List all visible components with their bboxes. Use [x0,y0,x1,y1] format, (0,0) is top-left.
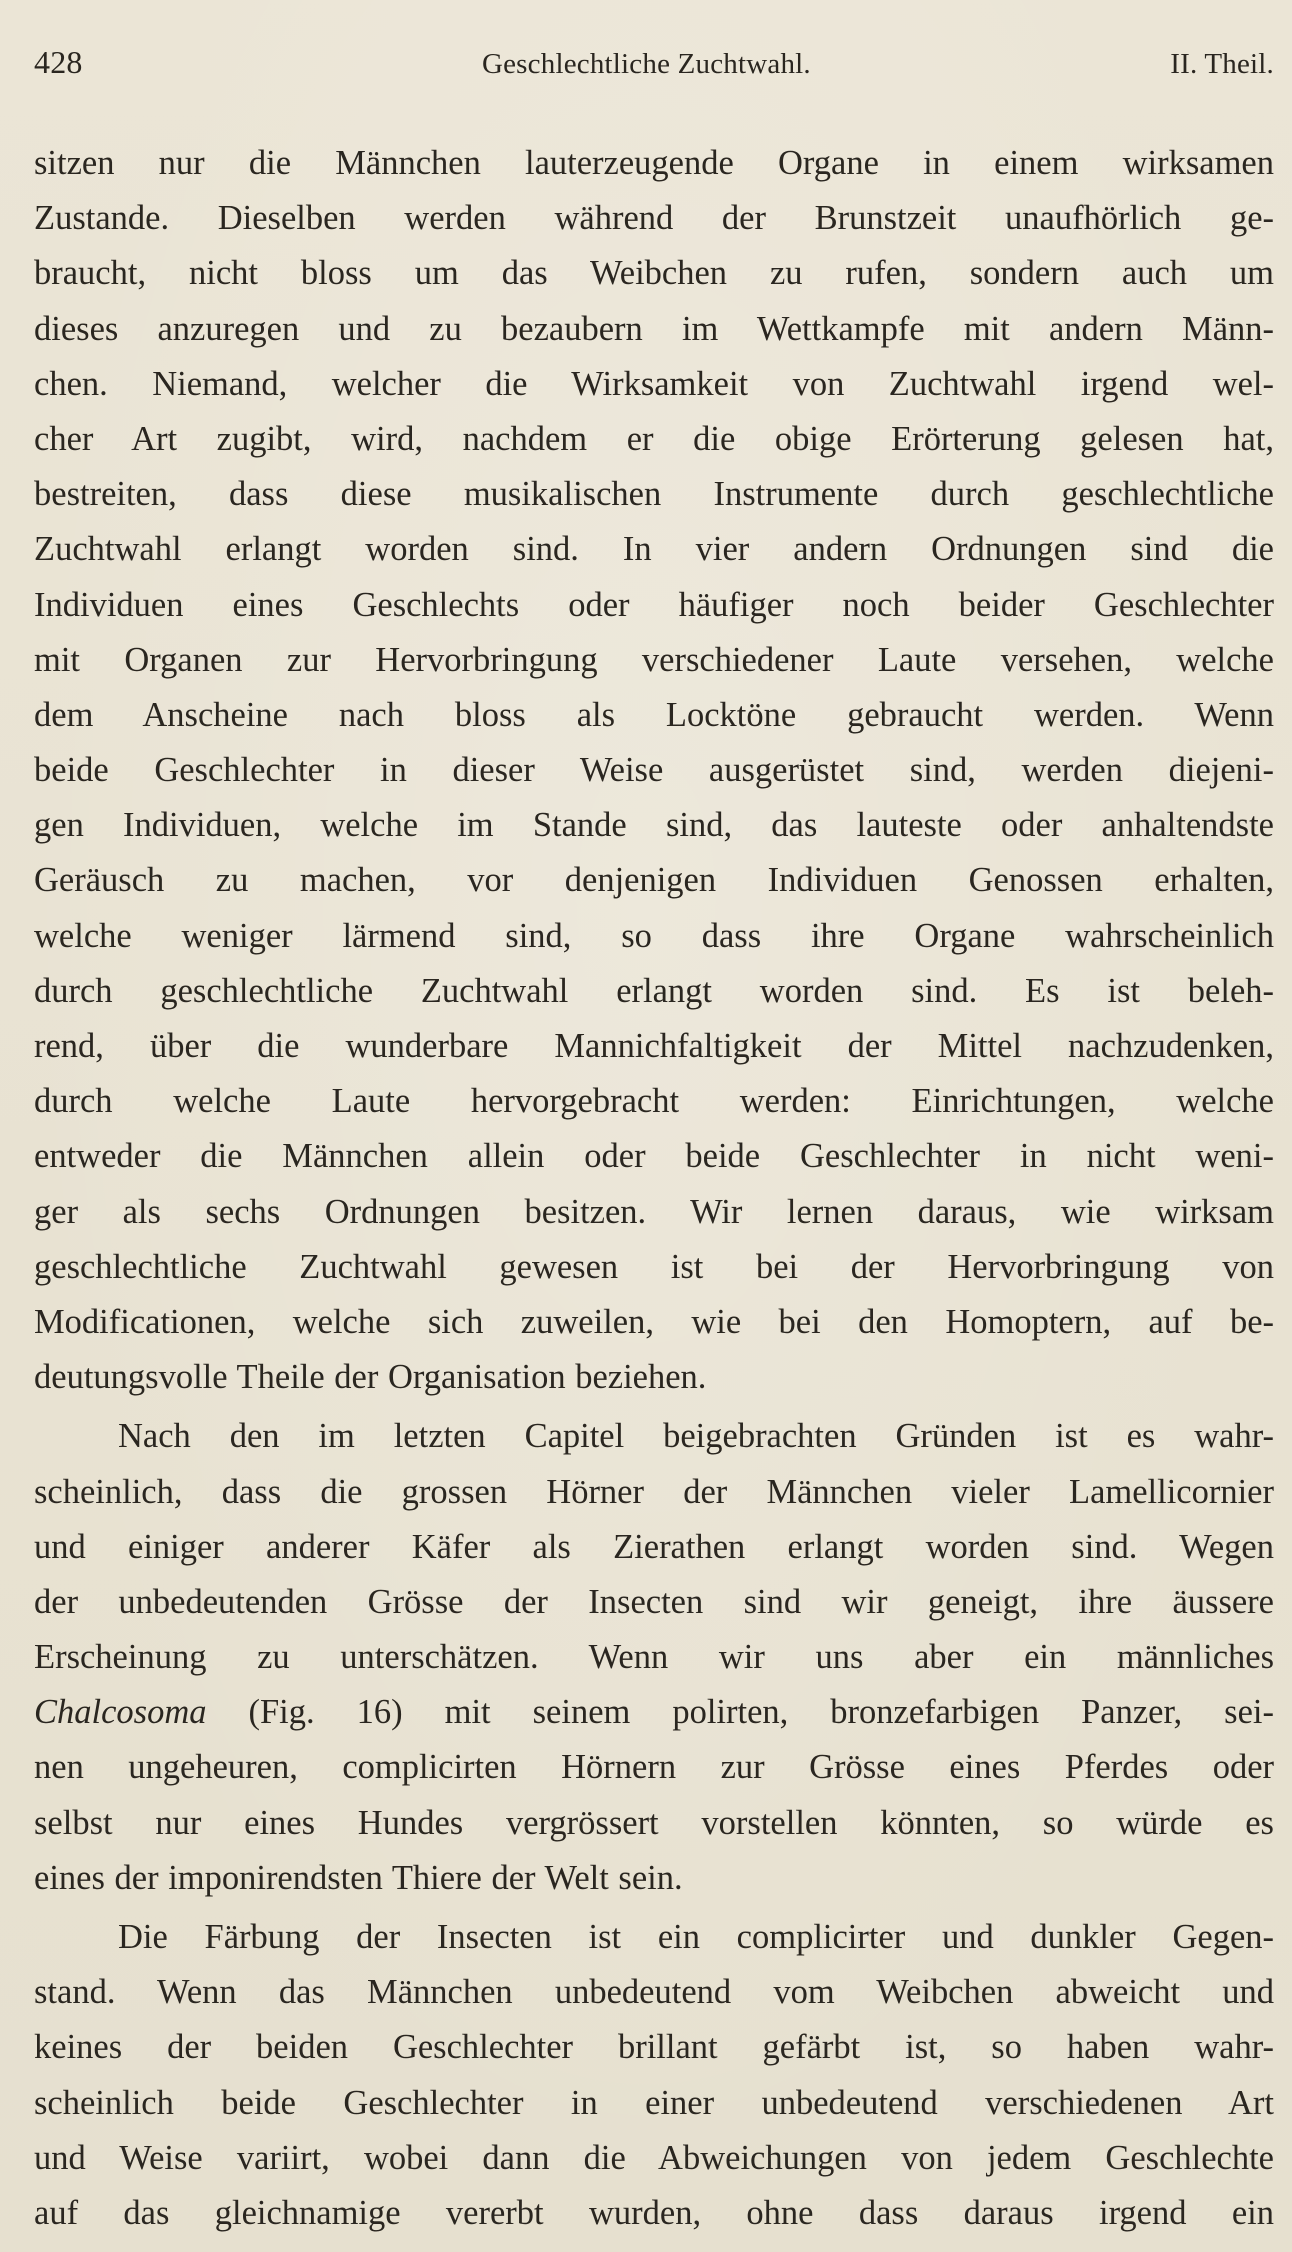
page-number: 428 [34,44,83,80]
text-line: scheinlich beide Geschlechter in einer unbedeutend verschiedenen Art [34,2083,1274,2122]
text-line: keines der beiden Geschlechter brillant gefärbt ist, so haben wahr- [34,2028,1274,2067]
text-line: durch welche Laute hervorgebracht werden: Einrichtungen, welche [34,1082,1274,1121]
text-line: dieses anzuregen und zu bezaubern im Wettkampfe mit andern Männ- [34,309,1274,348]
text-line: geschlechtliche Zuchtwahl gewesen ist bei der Hervorbringung von [34,1247,1274,1286]
text-line: rend, über die wunderbare Mannichfaltigkeit der Mittel nachzudenken, [34,1027,1274,1065]
text-line: sitzen nur die Männchen lauterzeugende Organe in einem wirksamen [34,144,1274,182]
text-line: auf das gleichnamige vererbt wurden, ohne dass daraus irgend ein [34,2193,1274,2232]
species-name-italic: Chalcosoma [34,1693,207,1732]
running-head [34,44,1274,84]
text-line: selbst nur eines Hundes vergrössert vorstellen könnten, so würde es [34,1803,1274,1842]
text-line: Individuen eines Geschlechts oder häufiger noch beider Geschlechter [34,585,1274,624]
text-line: cher Art zugibt, wird, nachdem er die obige Erörterung gelesen hat, [34,419,1274,458]
text-line: Geräusch zu machen, vor denjenigen Individuen Genossen erhalten, [34,861,1274,900]
paragraph-2 [34,1409,1274,1906]
text-line: Die Färbung der Insecten ist ein complicirter und dunkler Gegen- [118,1918,1274,1956]
text-line: durch geschlechtliche Zuchtwahl erlangt worden sind. Es ist beleh- [34,971,1274,1010]
text-line: gen Individuen, welche im Stande sind, das lauteste oder anhaltendste [34,806,1274,845]
text-line: der unbedeutenden Grösse der Insecten sind wir geneigt, ihre äussere [34,1582,1274,1621]
text-line: Zustande. Dieselben werden während der Brunstzeit unaufhörlich ge- [34,199,1274,238]
running-title: Geschlechtliche Zuchtwahl. [481,48,811,80]
text-line-with-italic [34,1685,1274,1740]
text-line: stand. Wenn das Männchen unbedeutend vom Weibchen abweicht und [34,1973,1274,2012]
text-fragment: (Fig. 16) mit seinem polirten, bronzefarbigen Panzer, sei- [206,1693,1274,1732]
text-line: Erscheinung zu unterschätzen. Wenn wir uns aber ein männliches [34,1638,1274,1677]
text-line: braucht, nicht bloss um das Weibchen zu rufen, sondern auch um [34,254,1274,293]
paragraph-3 [34,1910,1274,2241]
part-label: II. Theil. [1170,48,1274,80]
text-line: bestreiten, dass diese musikalischen Instrumente durch geschlechtliche [34,475,1274,514]
text-line: Modificationen, welche sich zuweilen, wie bei den Homoptern, auf be- [34,1302,1274,1341]
text-line: entweder die Männchen allein oder beide Geschlechter in nicht weni- [34,1137,1274,1176]
text-line: Zuchtwahl erlangt worden sind. In vier andern Ordnungen sind die [34,530,1274,569]
text-line: eines der imponirendsten Thiere der Welt sein. [34,1858,683,1897]
body-text [34,136,1274,2241]
text-line: beide Geschlechter in dieser Weise ausgerüstet sind, werden diejeni- [34,751,1274,790]
text-line: dem Anscheine nach bloss als Locktöne gebraucht werden. Wenn [34,695,1274,734]
text-line: scheinlich, dass die grossen Hörner der Männchen vieler Lamellicornier [34,1472,1274,1511]
text-line: deutungsvolle Theile der Organisation beziehen. [34,1358,707,1397]
text-line: nen ungeheuren, complicirten Hörnern zur Grösse eines Pferdes oder [34,1748,1274,1787]
text-line: und Weise variirt, wobei dann die Abweichungen von jedem Geschlechte [34,2138,1274,2177]
text-line: und einiger anderer Käfer als Zierathen erlangt worden sind. Wegen [34,1527,1274,1566]
text-line: ger als sechs Ordnungen besitzen. Wir lernen daraus, wie wirksam [34,1192,1274,1231]
text-line: welche weniger lärmend sind, so dass ihre Organe wahrscheinlich [34,916,1274,955]
paragraph-1 [34,136,1274,1405]
text-line: chen. Niemand, welcher die Wirksamkeit von Zuchtwahl irgend wel- [34,364,1274,403]
text-line: mit Organen zur Hervorbringung verschiedener Laute versehen, welche [34,640,1274,679]
text-line: Nach den im letzten Capitel beigebrachten Gründen ist es wahr- [118,1417,1274,1456]
